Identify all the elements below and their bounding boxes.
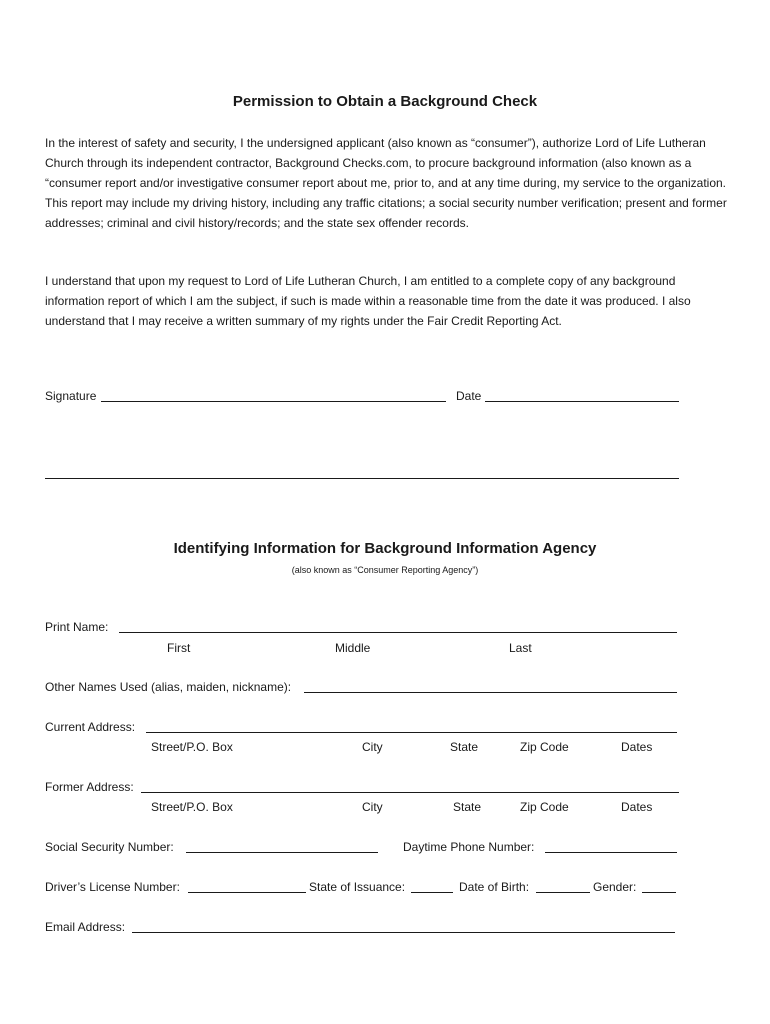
section-subtitle: (also known as “Consumer Reporting Agency”) <box>291 565 479 575</box>
print-name-label: Print Name: <box>45 620 109 634</box>
current-address-row <box>45 720 685 736</box>
name-last-caption: Last <box>509 641 532 655</box>
dob-field[interactable] <box>536 892 590 893</box>
email-label: Email Address: <box>45 920 126 934</box>
signature-field[interactable] <box>101 401 446 402</box>
other-names-field[interactable] <box>304 692 677 693</box>
gender-label: Gender: <box>593 880 637 894</box>
email-field[interactable] <box>132 932 675 933</box>
signature-label: Signature <box>45 389 97 403</box>
print-name-row <box>45 620 685 636</box>
former-state-caption: State <box>453 800 482 814</box>
former-zip-caption: Zip Code <box>520 800 569 814</box>
license-row <box>45 880 685 896</box>
former-address-row <box>45 780 685 796</box>
former-city-caption: City <box>362 800 383 814</box>
drivers-license-field[interactable] <box>188 892 306 893</box>
section-title: Identifying Information for Background Information Agency <box>173 540 597 557</box>
signature-date-field[interactable] <box>485 401 679 402</box>
signature-row <box>45 389 685 405</box>
divider-rule <box>45 478 679 479</box>
former-dates-caption: Dates <box>621 800 653 814</box>
dob-label: Date of Birth: <box>459 880 530 894</box>
former-address-label: Former Address: <box>45 780 134 794</box>
name-first-caption: First <box>167 641 191 655</box>
current-state-caption: State <box>450 740 479 754</box>
daytime-phone-field[interactable] <box>545 852 677 853</box>
daytime-phone-label: Daytime Phone Number: <box>403 840 535 854</box>
former-address-field[interactable] <box>141 792 679 793</box>
authorization-paragraph: In the interest of safety and security, I the undersigned applicant (also known as “consumer”), authorize Lord of Life Lutheran Church through its independent contractor, Background Checks.com, to procure background information (also known as a “consumer report and/or investigative consumer report about me, prior to, and at any time during, my service to the organization. This report may include my driving history, including any traffic citations; a social security number verification; present and former addresses; criminal and civil history/records; and the state sex offender records. <box>45 136 727 230</box>
print-name-field[interactable] <box>119 632 677 633</box>
state-issuance-label: State of Issuance: <box>309 880 406 894</box>
rights-paragraph: I understand that upon my request to Lord of Life Lutheran Church, I am entitled to a complete copy of any background information report of which I am the subject, if such is made within a reasonable time from the date it was produced. I also understand that I may receive a written summary of my rights under the Fair Credit Reporting Act. <box>45 274 691 328</box>
current-street-caption: Street/P.O. Box <box>151 740 233 754</box>
page-title: Permission to Obtain a Background Check <box>232 93 538 110</box>
current-address-label: Current Address: <box>45 720 136 734</box>
other-names-label: Other Names Used (alias, maiden, nickname): <box>45 680 292 694</box>
email-row <box>45 920 685 936</box>
ssn-phone-row <box>45 840 685 856</box>
former-street-caption: Street/P.O. Box <box>151 800 233 814</box>
name-middle-caption: Middle <box>335 641 371 655</box>
gender-field[interactable] <box>642 892 676 893</box>
other-names-row <box>45 680 685 696</box>
ssn-field[interactable] <box>186 852 378 853</box>
date-label: Date <box>456 389 482 403</box>
drivers-license-label: Driver’s License Number: <box>45 880 180 894</box>
current-city-caption: City <box>362 740 383 754</box>
ssn-label: Social Security Number: <box>45 840 174 854</box>
current-address-field[interactable] <box>146 732 677 733</box>
current-dates-caption: Dates <box>621 740 653 754</box>
current-zip-caption: Zip Code <box>520 740 569 754</box>
state-issuance-field[interactable] <box>411 892 453 893</box>
